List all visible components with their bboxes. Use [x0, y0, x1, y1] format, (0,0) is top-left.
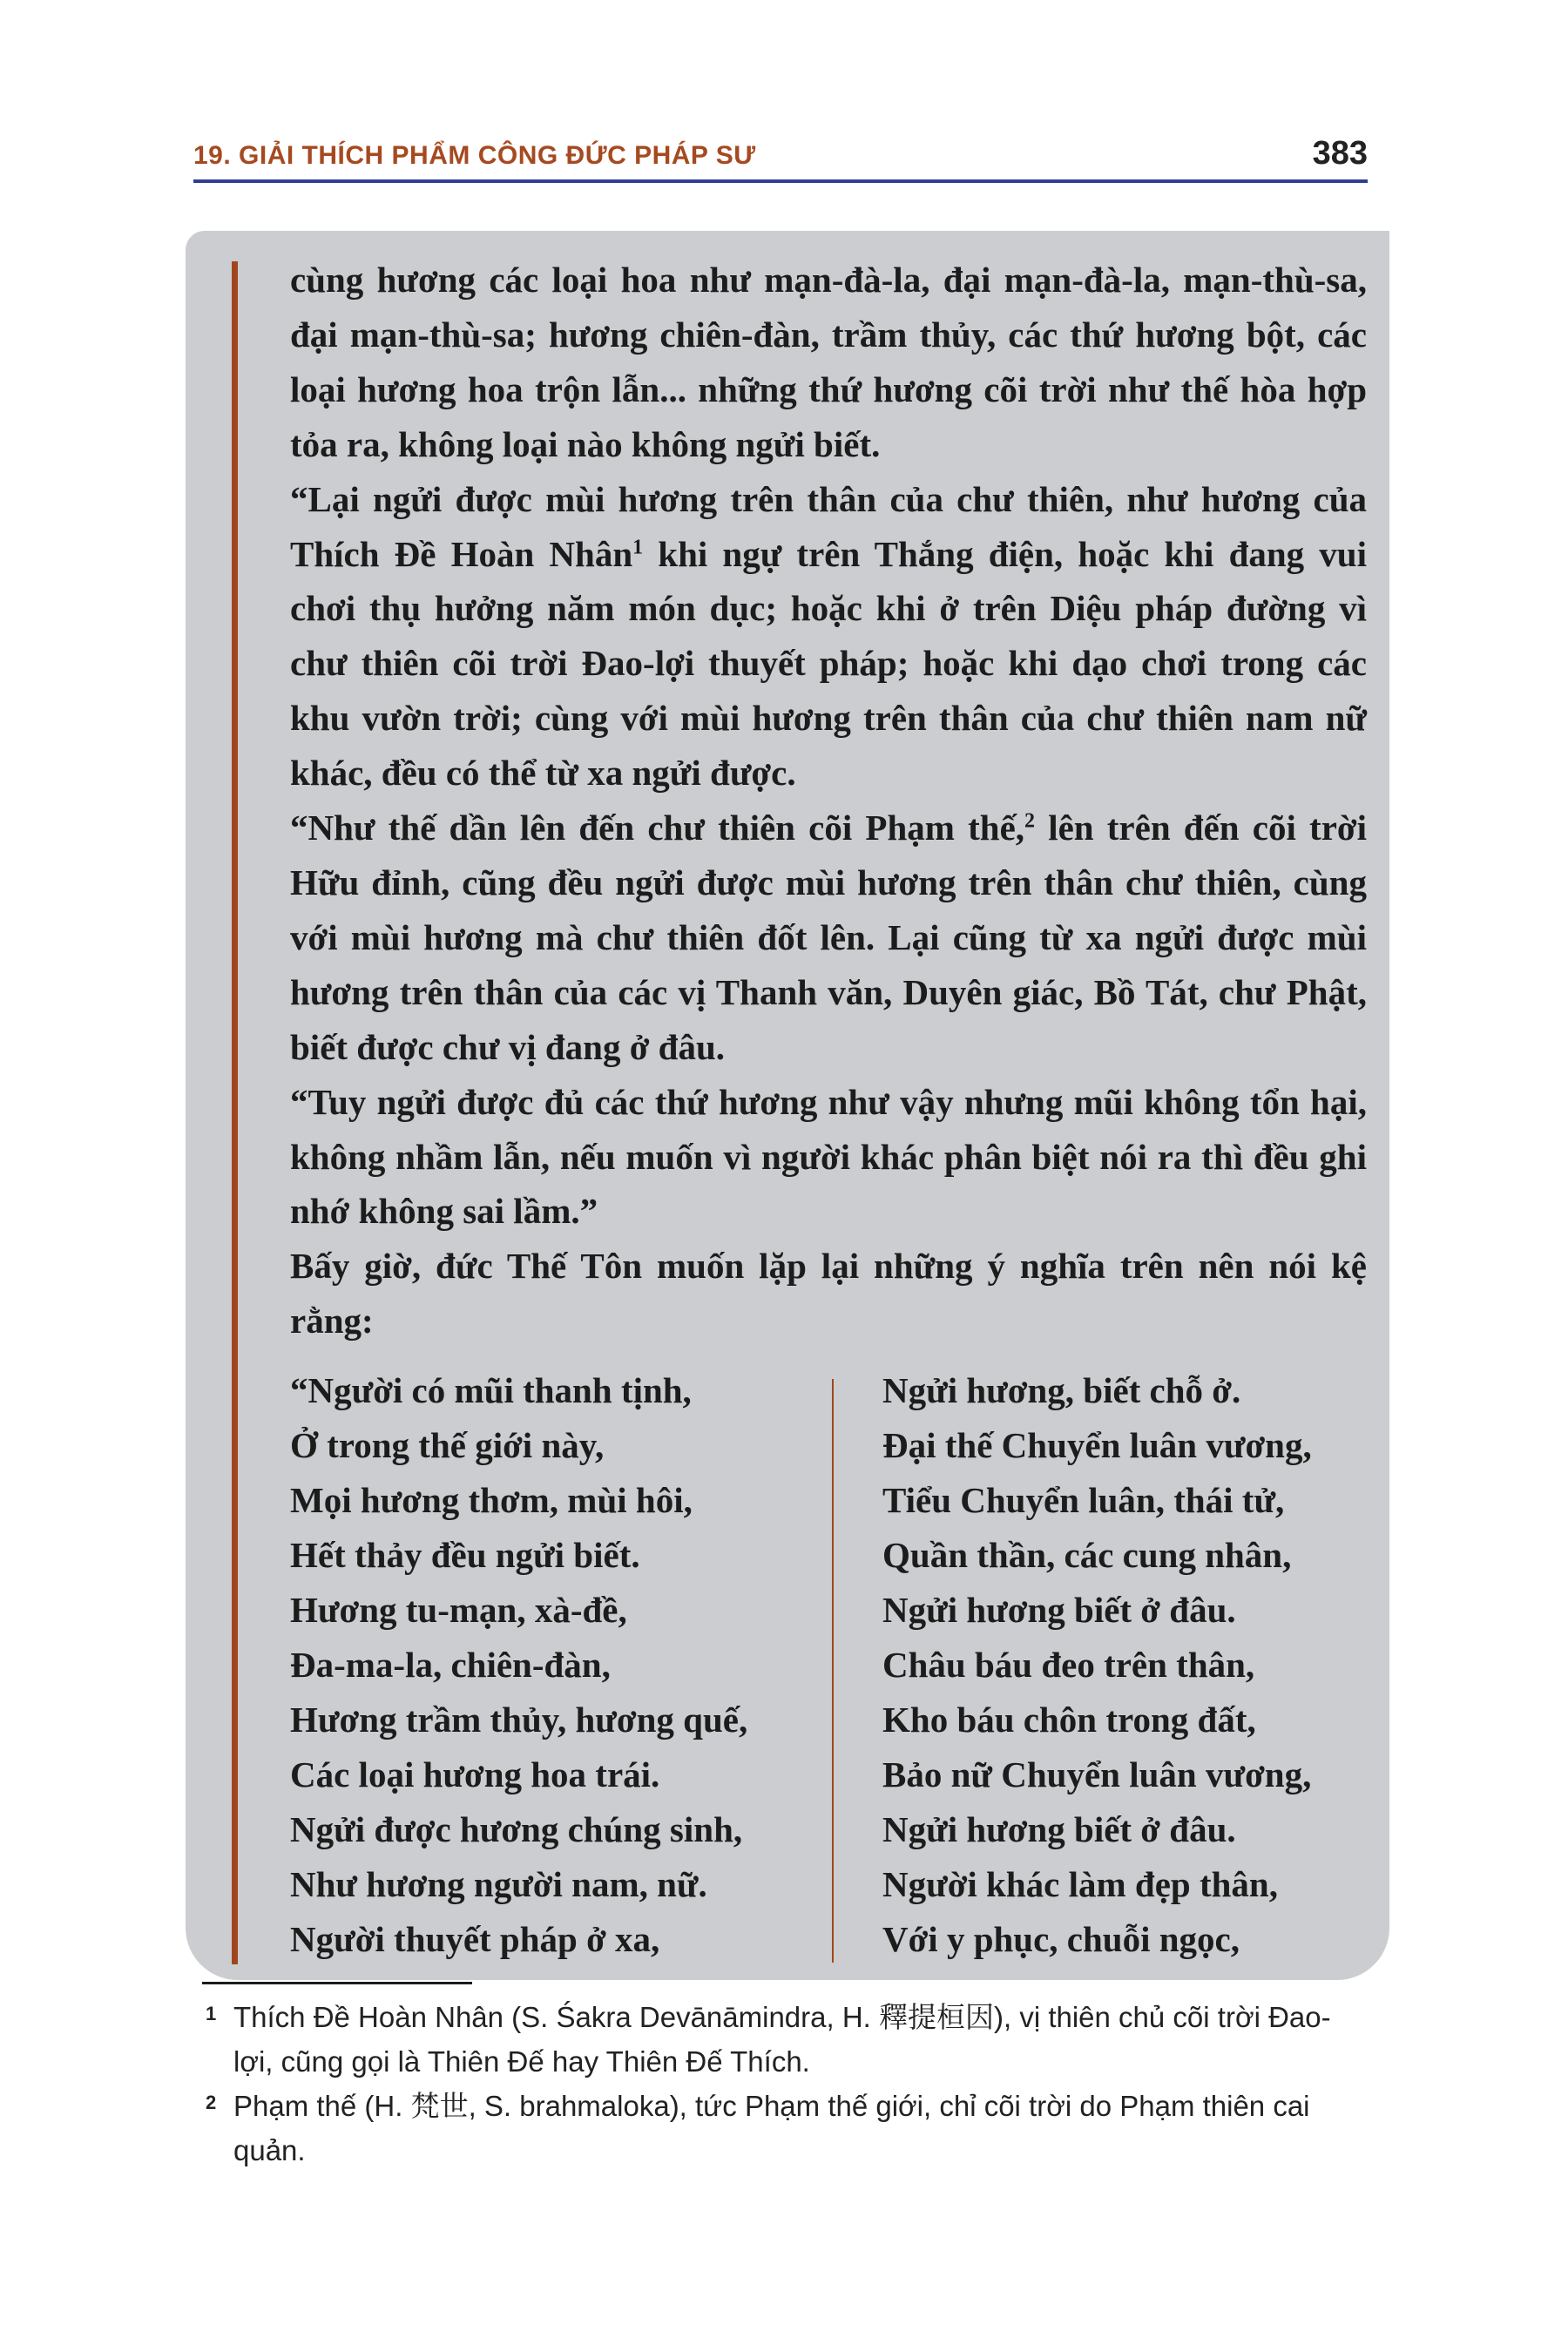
verse-line: Mọi hương thơm, mùi hôi, [290, 1480, 693, 1520]
paragraph: “Lại ngửi được mùi hương trên thân của chư thiên, như hương của Thích Đề Hoàn Nhân$^1$ khi ngự trên Thắng điện, hoặc khi đang vui chơi thụ hưởng năm món dục; hoặc khi ở trên Diệu pháp đường vì chư thiên cõi trời Đao-lợi thuyết pháp; hoặc khi dạo chơi trong các khu vườn trời; cùng với mùi hương trên thân của chư thiên nam nữ khác, đều có thể từ xa ngửi được. [290, 478, 1367, 794]
page-number: 383 [1312, 135, 1368, 172]
verse-line: Ngửi hương biết ở đâu. [882, 1590, 1236, 1630]
footnote-separator [202, 1982, 472, 1984]
footnotes [202, 1995, 1369, 2173]
verse-block [290, 1363, 1367, 1973]
footnote-number: 2 [206, 2092, 217, 2113]
verse-line: Ngửi được hương chúng sinh, [290, 1809, 743, 1849]
verse-line: Tiểu Chuyển luân, thái tử, [882, 1480, 1285, 1520]
paragraph: “Như thế dần lên đến chư thiên cõi Phạm thế,$^2$ lên trên đến cõi trời Hữu đỉnh, cũng đều ngửi được mùi hương trên thân chư thiên, cùng với mùi hương mà chư thiên đốt lên. Lại cũng từ xa ngửi được mùi hương trên thân của các vị Thanh văn, Duyên giác, Bồ Tát, chư Phật, biết được chư vị đang ở đâu. [290, 808, 1368, 1067]
verse-line: Hương trầm thủy, hương quế, [290, 1700, 748, 1740]
footnote [202, 2084, 1369, 2173]
verse-line: Người thuyết pháp ở xa, [290, 1919, 660, 1959]
footnote-text: Phạm thế (H. 梵世, S. brahmaloka), tức Phạm thế giới, chỉ cõi trời do Phạm thiên cai quản. [233, 2090, 1310, 2166]
page-header [193, 122, 1368, 183]
paragraph: Bấy giờ, đức Thế Tôn muốn lặp lại những ý nghĩa trên nên nói kệ rằng: [290, 1246, 1367, 1342]
footnote-ref[interactable]: 2 [1024, 809, 1036, 833]
prose-block [290, 253, 1367, 1348]
verse-line: Bảo nữ Chuyển luân vương, [882, 1754, 1312, 1794]
verse-line: Châu báu đeo trên thân, [882, 1645, 1255, 1685]
verse-line: Đa-ma-la, chiên-đàn, [290, 1645, 611, 1685]
footnote [202, 1995, 1369, 2084]
verse-column-left [290, 1363, 813, 1967]
paragraph: “Tuy ngửi được đủ các thứ hương như vậy nhưng mũi không tổn hại, không nhầm lẫn, nếu muốn vì người khác phân biệt nói ra thì đều ghi nhớ không sai lầm.” [290, 1081, 1367, 1232]
chapter-title: 19. GIẢI THÍCH PHẨM CÔNG ĐỨC PHÁP SƯ [193, 141, 756, 170]
footnote-ref[interactable]: 1 [632, 535, 644, 558]
paragraph: cùng hương các loại hoa như mạn-đà-la, đại mạn-đà-la, mạn-thù-sa, đại mạn-thù-sa; hương chiên-đàn, trầm thủy, các thứ hương bột, các loại hương hoa trộn lẫn... những thứ hương cõi trời như thế hòa hợp tỏa ra, không loại nào không ngửi biết. [290, 260, 1367, 464]
verse-line: Hết thảy đều ngửi biết. [290, 1535, 640, 1575]
verse-line: Các loại hương hoa trái. [290, 1754, 660, 1794]
verse-column-right [882, 1363, 1370, 1967]
verse-line: Đại thế Chuyển luân vương, [882, 1425, 1312, 1465]
verse-line: Như hương người nam, nữ. [290, 1864, 707, 1904]
footnote-number: 1 [206, 2003, 217, 2024]
verse-column-divider [832, 1379, 834, 1963]
verse-line: Ngửi hương, biết chỗ ở. [882, 1370, 1241, 1410]
verse-line: Ngửi hương biết ở đâu. [882, 1809, 1236, 1849]
verse-line: “Người có mũi thanh tịnh, [290, 1370, 692, 1410]
verse-line: Kho báu chôn trong đất, [882, 1700, 1256, 1740]
verse-line: Ở trong thế giới này, [290, 1425, 605, 1465]
verse-line: Hương tu-mạn, xà-đề, [290, 1590, 627, 1630]
quoted-text-box [186, 231, 1389, 1980]
verse-line: Người khác làm đẹp thân, [882, 1864, 1278, 1904]
footnote-text: Thích Đề Hoàn Nhân (S. Śakra Devānāmindra, H. 釋提桓因), vị thiên chủ cõi trời Đao-lợi, cũng gọi là Thiên Đế hay Thiên Đế Thích. [233, 2001, 1331, 2078]
verse-line: Với y phục, chuỗi ngọc, [882, 1919, 1240, 1959]
verse-line: Quần thần, các cung nhân, [882, 1535, 1292, 1575]
quote-bar [232, 261, 238, 1964]
